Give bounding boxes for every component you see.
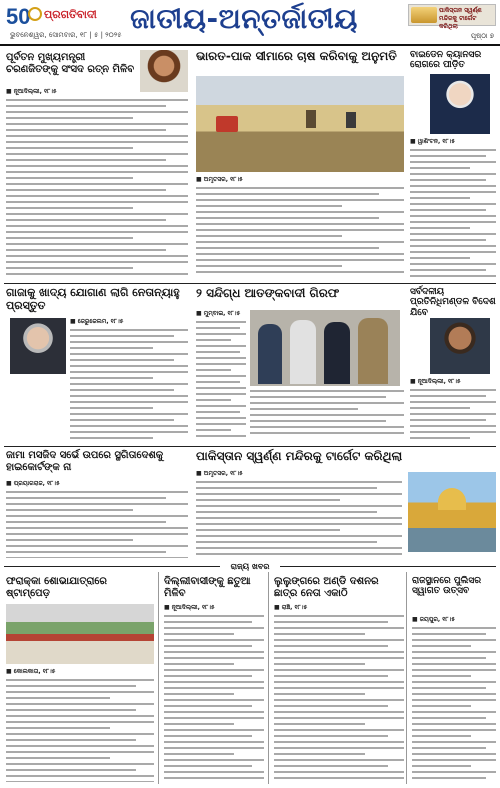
page-title: ଜାତୀୟ-ଅନ୍ତର୍ଜାତୀୟ bbox=[130, 2, 358, 35]
arrest-photo bbox=[250, 310, 400, 386]
story-delhi-body bbox=[164, 604, 264, 782]
story-border-byline: ■ ଅମୃତସର, ୧୮।୫ bbox=[196, 176, 243, 183]
promo-box[interactable] bbox=[408, 4, 496, 30]
story-delegation-byline: ■ ନୂଆଦିଲ୍ଲୀ, ୧୮।୫ bbox=[410, 378, 461, 385]
story-student-byline: ■ ରାଞ୍ଚି, ୧୮।୫ bbox=[274, 604, 308, 611]
story-biden-headline[interactable]: ବାଇଡେନ କ୍ୟାନସର ରୋଗରେ ପୀଡ଼ିତ bbox=[410, 50, 482, 71]
story-fire-body bbox=[6, 668, 154, 782]
channi-portrait-photo bbox=[140, 50, 188, 92]
rally-photo bbox=[6, 604, 154, 664]
column-divider bbox=[406, 572, 407, 784]
story-border-body bbox=[196, 176, 404, 276]
date-line: ଭୁବନେଶ୍ୱର, ସୋମବାର, ୧୮ | ୫ | ୨୦୨୫ bbox=[10, 31, 122, 39]
story-masjid-byline: ■ ପ୍ରୟାଗରାଜ, ୧୮।୫ bbox=[6, 480, 60, 487]
story-netanyahu-byline: ■ ଜେରୁଜେଲମ, ୧୮।୫ bbox=[70, 318, 124, 325]
story-police-body bbox=[412, 616, 496, 782]
story-border-headline[interactable]: ଭାରତ-ପାକ ସୀମାରେ ଚାଷ କରିବାକୁ ଅନୁମତି bbox=[196, 49, 397, 63]
story-terrorists-byline: ■ ମୁମ୍ବାଇ, ୧୮।୫ bbox=[196, 310, 241, 317]
page-number: ପୃଷ୍ଠା ୭ bbox=[470, 32, 494, 40]
story-delhi-byline: ■ ନୂଆଦିଲ୍ଲୀ, ୧୮।୫ bbox=[164, 604, 215, 611]
story-netanyahu-body bbox=[70, 318, 188, 442]
golden-temple-photo bbox=[408, 472, 496, 552]
story-terrorists-headline[interactable]: ୨ ସନ୍ଦିଗ୍ଧ ଆତଙ୍କବାଦୀ ଗିରଫ bbox=[196, 286, 340, 300]
story-biden-body bbox=[410, 138, 496, 278]
story-golden-temple-body bbox=[196, 470, 402, 558]
column-divider bbox=[158, 572, 159, 784]
story-police-byline: ■ ଜୟପୁର, ୧୮।୫ bbox=[412, 616, 455, 623]
masthead bbox=[0, 0, 500, 46]
logo-number: 50 bbox=[6, 4, 31, 29]
story-police-headline[interactable]: ରାଜସ୍ଥାନରେ ପୁଲିସର ସ୍ୱାଗତ ଉତ୍ସବ bbox=[412, 576, 482, 597]
story-fire-byline: ■ କୋଲକାତା, ୧୮।୫ bbox=[6, 668, 56, 675]
section-tag: ରାଜ୍ୟ ଖବର bbox=[220, 562, 280, 572]
story-student-headline[interactable]: ଲୁଲୁଙ୍ଗରେ ଅଣ୍ଡି ଦଶନର ଛାତ୍ର ନେତା ଏକାଠି bbox=[274, 576, 379, 599]
story-channi-body bbox=[6, 88, 188, 278]
biden-portrait-photo bbox=[430, 74, 490, 134]
logo-name: ପ୍ରଗତିବାଦୀ bbox=[44, 9, 97, 21]
newspaper-logo[interactable] bbox=[6, 4, 122, 42]
story-biden-byline: ■ ୱାଶିଂଟନ, ୧୮।୫ bbox=[410, 138, 456, 145]
column-divider bbox=[268, 572, 269, 784]
promo-text: ପାକିସ୍ତାନ ସ୍ୱର୍ଣ୍ଣ ମନ୍ଦିରକୁ ଟାର୍ଗେଟ କରିଥିଲା bbox=[439, 7, 482, 30]
delegation-portrait-photo bbox=[430, 318, 490, 374]
row-divider bbox=[4, 283, 496, 284]
netanyahu-portrait-photo bbox=[10, 318, 66, 374]
temple-thumbnail-icon bbox=[411, 7, 437, 23]
story-channi-headline[interactable]: ପୂର୍ବତନ ମୁଖ୍ୟମନ୍ତ୍ରୀ ଚରଣଜିତଙ୍କୁ ସଂସଦ ରତ୍ନ ମିଳିବ bbox=[6, 52, 135, 75]
story-golden-temple-byline: ■ ଅମୃତସର, ୧୮।୫ bbox=[196, 470, 243, 477]
story-channi-byline: ■ ନୂଆଦିଲ୍ଲୀ, ୧୮।୫ bbox=[6, 88, 57, 95]
story-masjid-headline[interactable]: ଜାମା ମସଜିଦ ସର୍ଭେ ଉପରେ ସ୍ଥଗିତାଦେଶକୁ ହାଇକୋର୍ଟଙ୍କ ନା bbox=[6, 450, 164, 473]
story-delhi-headline[interactable]: ଦିଲ୍ଲୀବାସୀଙ୍କୁ ଛତୁଆ ମିଳିବ bbox=[164, 576, 251, 599]
story-terrorists-body-2 bbox=[250, 390, 404, 442]
row-divider bbox=[4, 446, 496, 447]
story-golden-temple-headline[interactable]: ପାକିସ୍ତାନ ସ୍ୱର୍ଣ୍ଣ ମନ୍ଦିରକୁ ଟାର୍ଗେଟ କରିଥିଲା bbox=[196, 449, 403, 463]
story-student-body bbox=[274, 604, 404, 782]
story-delegation-body bbox=[410, 378, 496, 442]
story-masjid-body bbox=[6, 480, 188, 558]
border-field-photo bbox=[196, 76, 404, 172]
logo-ring-icon bbox=[28, 7, 42, 21]
story-fire-headline[interactable]: ଫରାକ୍କା ଶୋଭାଯାତ୍ରାରେ ଷ୍ଟାମ୍ପେଡ଼ bbox=[6, 576, 108, 599]
story-terrorists-body bbox=[196, 310, 246, 442]
story-netanyahu-headline[interactable]: ଗାଜାକୁ ଖାଦ୍ୟ ଯୋଗାଣ ଲାଗି ନେତାନ୍ୟାହୁ ପ୍ରସ୍ତୁତ bbox=[6, 286, 180, 312]
story-delegation-headline[interactable]: ସର୍ବଦଳୀୟ ପ୍ରତିନିଧିମଣ୍ଡଳ ବିଦେଶ ଯିବେ bbox=[410, 287, 496, 318]
